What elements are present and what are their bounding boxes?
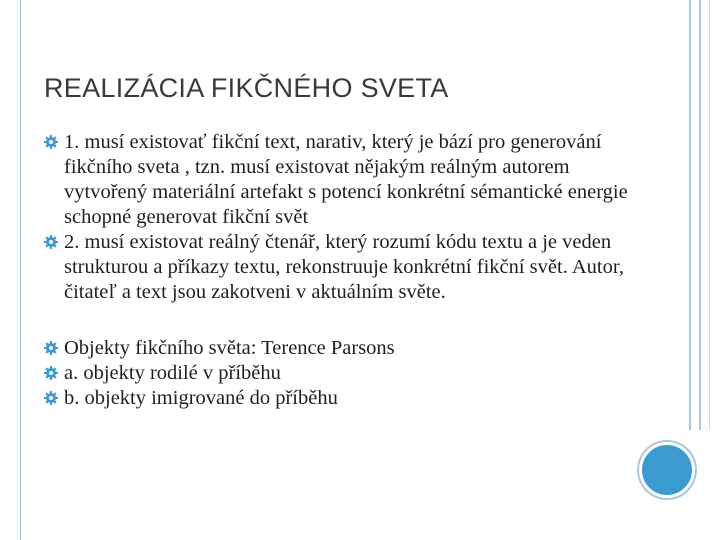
bullet-text: a. objekty rodilé v příběhu (64, 362, 281, 384)
list-item (44, 130, 634, 230)
gear-bullet-icon (44, 135, 58, 149)
right-rule (689, 0, 691, 430)
bullet-text: b. objekty imigrované do příběhu (64, 387, 338, 409)
gear-bullet-icon (44, 366, 58, 380)
list-item (44, 336, 634, 361)
left-rule (20, 0, 21, 540)
decorative-circle (639, 442, 695, 498)
gear-bullet-icon (44, 341, 58, 355)
bullet-list (44, 130, 634, 411)
list-spacer (44, 305, 634, 336)
gear-bullet-icon (44, 391, 58, 405)
right-rule (699, 0, 701, 430)
bullet-text: Objekty fikčního světa: Terence Parsons (64, 337, 395, 359)
list-item (44, 361, 634, 386)
slide-title: REALIZÁCIA FIKČNÉHO SVETA (44, 73, 449, 103)
gear-bullet-icon (44, 235, 58, 249)
list-item (44, 386, 634, 411)
list-item (44, 230, 634, 305)
bullet-text: 1. musí existovať fikční text, narativ, který je bází pro generování fikčního sveta , tzn. musí existovat nějakým reálným autorem vytvořený materiální artefakt s potencí konkrétní sémantické energie schopné generovat fikční svět (64, 131, 628, 228)
right-rule (709, 0, 710, 430)
bullet-text: 2. musí existovat reálný čtenář, který rozumí kódu textu a je veden strukturou a příkazy textu, rekonstruuje konkrétní fikční svět. Autor, čitateľ a text jsou zakotveni v aktuálním světe. (64, 231, 624, 303)
